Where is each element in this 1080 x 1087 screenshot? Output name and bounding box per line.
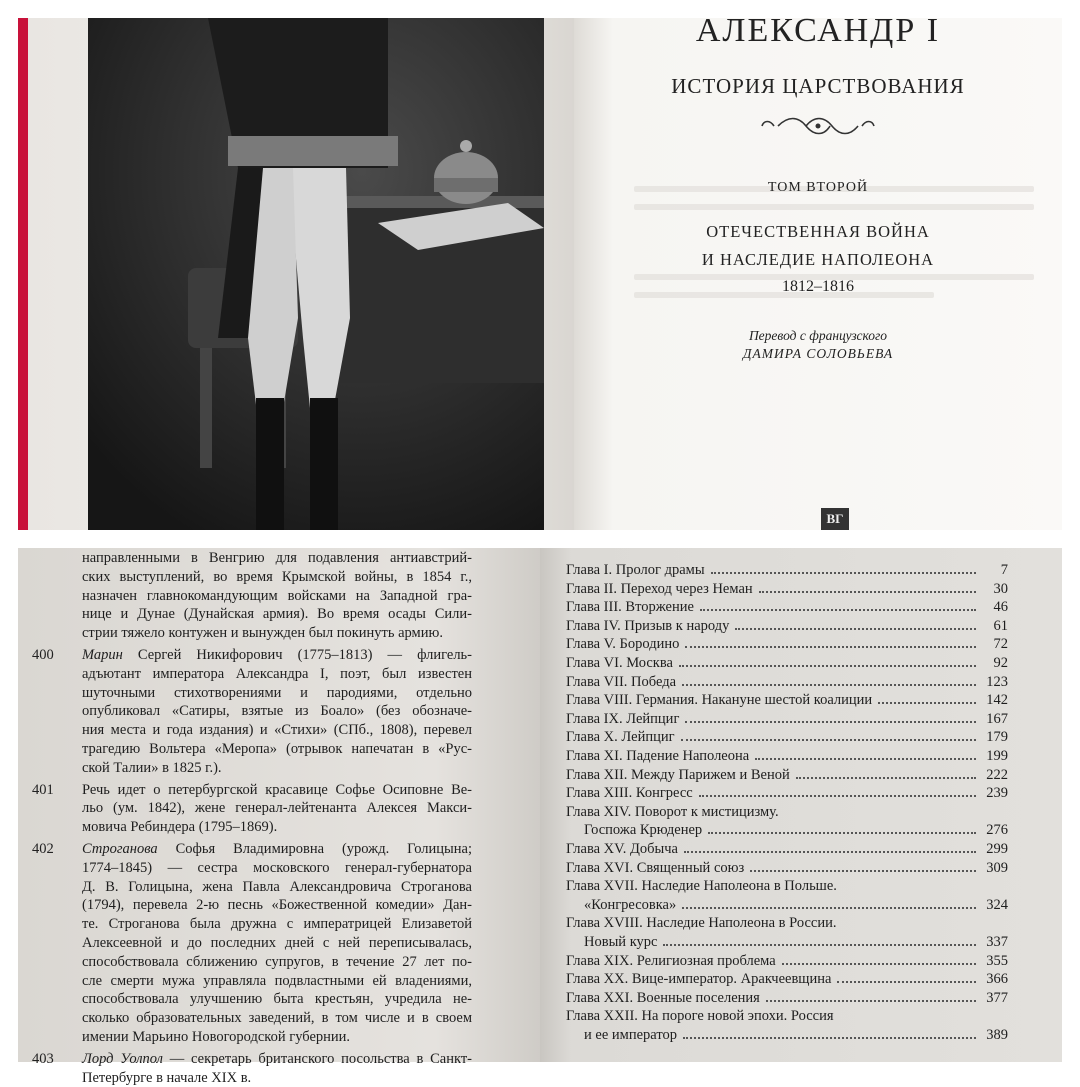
note-line: адъютант императора Александра I, поэт, был известен — [82, 665, 472, 682]
toc-leader-dots — [683, 1037, 976, 1039]
note-number: 400 — [32, 647, 54, 663]
toc-page-number: 167 — [986, 710, 1008, 727]
toc-entry — [566, 860, 1008, 878]
toc-chapter-title: Глава XIX. Религиозная проблема — [566, 952, 776, 969]
toc-entry — [566, 581, 1008, 599]
toc-page-number: 30 — [993, 580, 1008, 597]
toc-entry — [566, 711, 1008, 729]
toc-page-number: 309 — [986, 859, 1008, 876]
note-line: Д. В. Голицына, жена Павла Александровича Строганова — [82, 878, 472, 895]
toc-chapter-title: Глава III. Вторжение — [566, 599, 694, 616]
toc-leader-dots — [750, 870, 976, 872]
toc-chapter-title: Глава XXI. Военные поселения — [566, 989, 760, 1006]
toc-entry — [566, 878, 1008, 896]
toc-entry-continuation — [584, 934, 1008, 952]
toc-leader-dots — [684, 851, 976, 853]
toc-entry — [566, 1008, 1008, 1026]
toc-page-number: 276 — [986, 822, 1008, 839]
toc-chapter-title: Глава I. Пролог драмы — [566, 562, 705, 578]
toc-page-number: 92 — [993, 655, 1008, 671]
toc-chapter-subtitle: «Конгресовка» — [584, 896, 677, 913]
toc-chapter-subtitle: Госпожа Крюденер — [584, 822, 703, 839]
toc-chapter-title: Глава IV. Призыв к народу — [566, 617, 730, 634]
note-line — [82, 647, 472, 664]
ornament-divider — [574, 114, 1062, 138]
toc-page-number: 299 — [986, 841, 1008, 857]
note-line: шуточными стихотворениями и пародиями, отдельно — [82, 684, 472, 701]
toc-chapter-title: Глава XVIII. Наследие Наполеона в России. — [566, 915, 837, 932]
note-line: те. Строганова была дружна с императрицей Елизаветой — [82, 916, 472, 933]
note-line: ской Талии» в 1825 г.). — [82, 759, 222, 776]
toc-entry — [566, 971, 1008, 989]
toc-chapter-title: Глава XIV. Поворот к мистицизму. — [566, 803, 779, 820]
toc-chapter-title: Глава XX. Вице-император. Аракчеевщина — [566, 971, 832, 988]
note-number: 403 — [32, 1050, 54, 1067]
toc-page-number: 142 — [986, 692, 1008, 709]
toc-entry — [566, 692, 1008, 710]
toc-page-number: 377 — [986, 989, 1008, 1006]
note-line: Петербурге в начале XIX в. — [82, 1069, 252, 1086]
toc-leader-dots — [708, 832, 976, 834]
toc-entry — [566, 562, 1008, 580]
toc-entry-continuation — [584, 1027, 1008, 1045]
toc-leader-dots — [699, 795, 976, 797]
toc-entry — [566, 785, 1008, 803]
note-line: льо (ум. 1842), жене генерал-лейтенанта Алексея Макси- — [82, 800, 472, 817]
toc-leader-dots — [711, 572, 976, 574]
contents-page — [540, 548, 1062, 1062]
note-line: сколько образовательных заведений, в том числе и в своем — [82, 1010, 472, 1027]
toc-page-number: 123 — [986, 673, 1008, 690]
note-line-text: — секретарь британского посольства в Санкт- — [163, 1050, 473, 1067]
toc-leader-dots — [837, 981, 976, 983]
note-line: имении Марьино Новогородской губернии. — [82, 1029, 351, 1045]
toc-chapter-title: Глава XII. Между Парижем и Веной — [566, 766, 790, 783]
toc-page-number: 324 — [986, 896, 1008, 913]
note-line: (1794), перевела 2-ю песнь «Божественной комедии» Дан- — [82, 897, 472, 914]
note-line: стрии тяжело контужен и вынужден был покинуть армию. — [82, 625, 443, 642]
toc-entry — [566, 804, 1008, 822]
toc-leader-dots — [796, 777, 976, 779]
note-line: опубликовал «Сатиры, взятые из Боало» (без обозначе- — [82, 703, 472, 720]
note-line: мовича Ребиндера (1795–1869). — [82, 819, 278, 836]
toc-page-number: 72 — [993, 636, 1008, 653]
translator-name: ДАМИРА СОЛОВЬЕВА — [742, 346, 894, 361]
toc-chapter-title: Глава XVI. Священный союз — [566, 859, 745, 876]
toc-chapter-title: Глава II. Переход через Неман — [566, 580, 753, 597]
toc-leader-dots — [682, 684, 976, 686]
toc-entry — [566, 729, 1008, 747]
toc-chapter-title: Глава XI. Падение Наполеона — [566, 748, 750, 764]
toc-leader-dots — [700, 609, 976, 611]
toc-chapter-subtitle: Новый курс — [584, 934, 658, 950]
toc-chapter-title: Глава XVII. Наследие Наполеона в Польше. — [566, 878, 837, 895]
toc-leader-dots — [766, 1000, 976, 1002]
toc-leader-dots — [685, 646, 976, 648]
toc-leader-dots — [759, 591, 976, 593]
note-line: Алексеевной и до последних дней с ней переписывалась, — [82, 935, 472, 951]
toc-page-number: 61 — [993, 617, 1008, 634]
note-line: Речь идет о петербургской красавице Софье Осиповне Ве- — [82, 781, 472, 798]
note-number: 402 — [32, 841, 54, 857]
frontispiece-page — [28, 18, 574, 530]
note-line: способствовала улучшению быта крестьян, учредила не- — [82, 991, 472, 1008]
note-line: трагедию Вольтера «Меропа» (отрывок напечатан в «Рус- — [82, 741, 472, 757]
toc-chapter-title: Глава XV. Добыча — [566, 841, 678, 857]
toc-entry — [566, 748, 1008, 766]
toc-entry — [566, 599, 1008, 617]
toc-page-number: 46 — [993, 599, 1008, 616]
toc-entry — [566, 655, 1008, 673]
toc-leader-dots — [782, 963, 976, 965]
note-line — [82, 1051, 472, 1068]
note-line — [82, 841, 472, 858]
note-line: способствовала сближению супругов, в течение 27 лет по- — [82, 953, 472, 970]
bleed-through-text — [634, 204, 1034, 210]
book-author: АЛЕКСАНДР I — [695, 12, 941, 49]
toc-page-number: 7 — [1000, 562, 1008, 578]
toc-leader-dots — [663, 944, 976, 946]
toc-chapter-subtitle: и ее император — [584, 1027, 677, 1043]
toc-chapter-title: Глава X. Лейпциг — [566, 729, 675, 746]
toc-entry — [566, 636, 1008, 654]
title-spread-photo — [18, 12, 1062, 530]
toc-page-number: 337 — [986, 934, 1008, 950]
toc-chapter-title: Глава VI. Москва — [566, 655, 673, 671]
note-line: нице и Дунае (Дунайская армия). Во время осады Сили- — [82, 606, 472, 623]
contents-spread-photo — [18, 548, 1062, 1086]
note-line: ских выступлений, во время Крымской войны, в 1854 г., — [82, 568, 472, 585]
note-person-name: Строганова — [82, 841, 158, 857]
note-line: направленными в Венгрию для подавления антиавстрий- — [82, 550, 472, 566]
toc-page-number: 355 — [986, 952, 1008, 969]
publisher-logo: ВГ — [821, 508, 849, 530]
toc-chapter-title: Глава VII. Победа — [566, 673, 677, 690]
note-line: сле смерти мужа управляла подвластными ей владениями, — [82, 972, 472, 989]
toc-leader-dots — [681, 739, 976, 741]
toc-entry — [566, 618, 1008, 636]
note-number: 401 — [32, 781, 54, 798]
toc-entry — [566, 767, 1008, 785]
toc-page-number: 179 — [986, 729, 1008, 746]
toc-leader-dots — [755, 758, 976, 760]
toc-entry-continuation — [584, 897, 1008, 915]
toc-leader-dots — [878, 702, 976, 704]
translation-note: Перевод с французского — [748, 328, 888, 343]
toc-entry — [566, 990, 1008, 1008]
toc-page-number: 239 — [986, 785, 1008, 802]
notes-page — [18, 548, 540, 1086]
toc-chapter-title: Глава VIII. Германия. Накануне шестой коалиции — [566, 692, 873, 709]
toc-entry — [566, 915, 1008, 933]
note-line-text: Сергей Никифорович (1775–1813) — флигель- — [122, 647, 472, 663]
toc-chapter-title: Глава V. Бородино — [566, 636, 680, 653]
toc-leader-dots — [735, 628, 976, 630]
book-title-line1: ОТЕЧЕСТВЕННАЯ ВОЙНА — [706, 222, 930, 241]
toc-page-number: 389 — [986, 1027, 1008, 1043]
book-title-line2: И НАСЛЕДИЕ НАПОЛЕОНА — [701, 250, 935, 269]
book-series: ИСТОРИЯ ЦАРСТВОВАНИЯ — [671, 74, 965, 98]
toc-page-number: 199 — [986, 748, 1008, 764]
note-line: 1774–1845) — сестра московского генерал-губернатора — [82, 859, 472, 876]
volume-label: ТОМ ВТОРОЙ — [767, 180, 869, 195]
toc-chapter-title: Глава XIII. Конгресс — [566, 785, 693, 802]
portrait-illustration — [88, 18, 544, 530]
note-line: ния места и года издания) и «Стихи» (СПб., 1808), перевел — [82, 722, 472, 739]
toc-entry — [566, 674, 1008, 692]
title-page — [574, 12, 1062, 530]
toc-leader-dots — [682, 907, 976, 909]
toc-entry-continuation — [584, 822, 1008, 840]
toc-chapter-title: Глава IX. Лейпциг — [566, 710, 680, 727]
toc-entry — [566, 841, 1008, 859]
book-years: 1812–1816 — [782, 278, 854, 295]
toc-entry — [566, 953, 1008, 971]
toc-leader-dots — [685, 721, 976, 723]
note-line: назначен главнокомандующим войсками на Западной гра- — [82, 587, 472, 604]
note-line-text: Софья Владимировна (урожд. Голицына; — [157, 841, 472, 857]
toc-chapter-title: Глава XXII. На пороге новой эпохи. Россия — [566, 1008, 834, 1025]
toc-leader-dots — [679, 665, 976, 667]
portrait-image — [88, 18, 544, 530]
note-person-name: Марин — [82, 647, 123, 663]
toc-page-number: 222 — [986, 766, 1008, 783]
note-person-name: Лорд Уолпол — [82, 1050, 163, 1067]
toc-page-number: 366 — [986, 971, 1008, 988]
